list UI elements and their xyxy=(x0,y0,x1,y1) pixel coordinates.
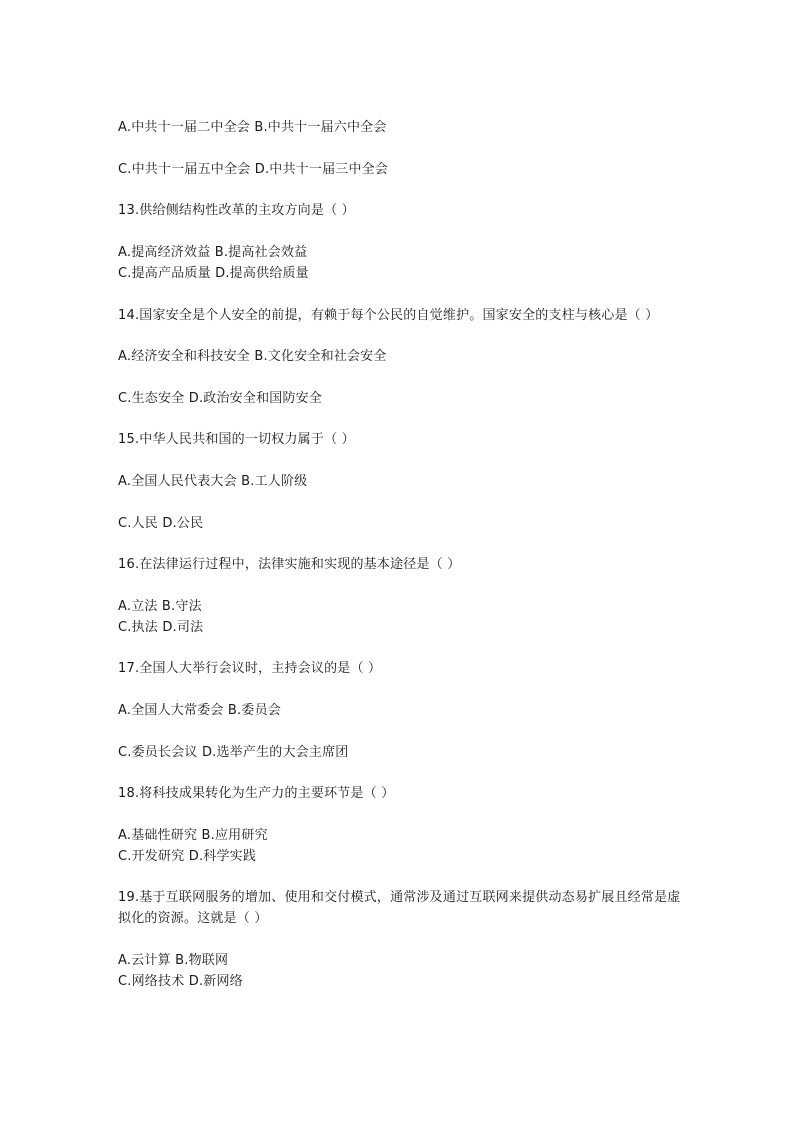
q12-options-cd: C.中共十一届五中全会 D.中共十一届三中全会 xyxy=(118,162,389,177)
q15-question: 15.中华人民共和国的一切权力属于（ ） xyxy=(118,432,355,447)
q15-options-ab: A.全国人民代表大会 B.工人阶级 xyxy=(118,474,308,489)
q19-question: 19.基于互联网服务的增加、使用和交付模式，通常涉及通过互联网来提供动态易扩展且经常是虚拟化的资源。这就是（ ） xyxy=(118,890,681,926)
q19-options-cd: C.网络技术 D.新网络 xyxy=(118,974,243,989)
q14-options-ab: A.经济安全和科技安全 B.文化安全和社会安全 xyxy=(118,349,387,364)
q16-options-ab: A.立法 B.守法 xyxy=(118,599,202,614)
q18-options-cd: C.开发研究 D.科学实践 xyxy=(118,849,257,864)
q17-options-cd: C.委员长会议 D.选举产生的大会主席团 xyxy=(118,745,349,760)
q13-options-ab: A.提高经济效益 B.提高社会效益 xyxy=(118,245,308,260)
q16-question: 16.在法律运行过程中，法律实施和实现的基本途径是（ ） xyxy=(118,557,461,572)
q13-options-cd: C.提高产品质量 D.提高供给质量 xyxy=(118,266,309,281)
q19-options-ab: A.云计算 B.物联网 xyxy=(118,953,229,968)
q15-options-cd: C.人民 D.公民 xyxy=(118,516,204,531)
q18-options-ab: A.基础性研究 B.应用研究 xyxy=(118,828,268,843)
q12-options-ab: A.中共十一届二中全会 B.中共十一届六中全会 xyxy=(118,120,387,135)
q16-options-cd: C.执法 D.司法 xyxy=(118,620,204,635)
q17-options-ab: A.全国人大常委会 B.委员会 xyxy=(118,703,281,718)
q17-question: 17.全国人大举行会议时，主持会议的是（ ） xyxy=(118,661,382,676)
q14-options-cd: C.生态安全 D.政治安全和国防安全 xyxy=(118,391,323,406)
q13-question: 13.供给侧结构性改革的主攻方向是（ ） xyxy=(118,203,355,218)
q14-question: 14.国家安全是个人安全的前提，有赖于每个公民的自觉维护。国家安全的支柱与核心是（ ） xyxy=(118,308,659,323)
q18-question: 18.将科技成果转化为生产力的主要环节是（ ） xyxy=(118,786,395,801)
